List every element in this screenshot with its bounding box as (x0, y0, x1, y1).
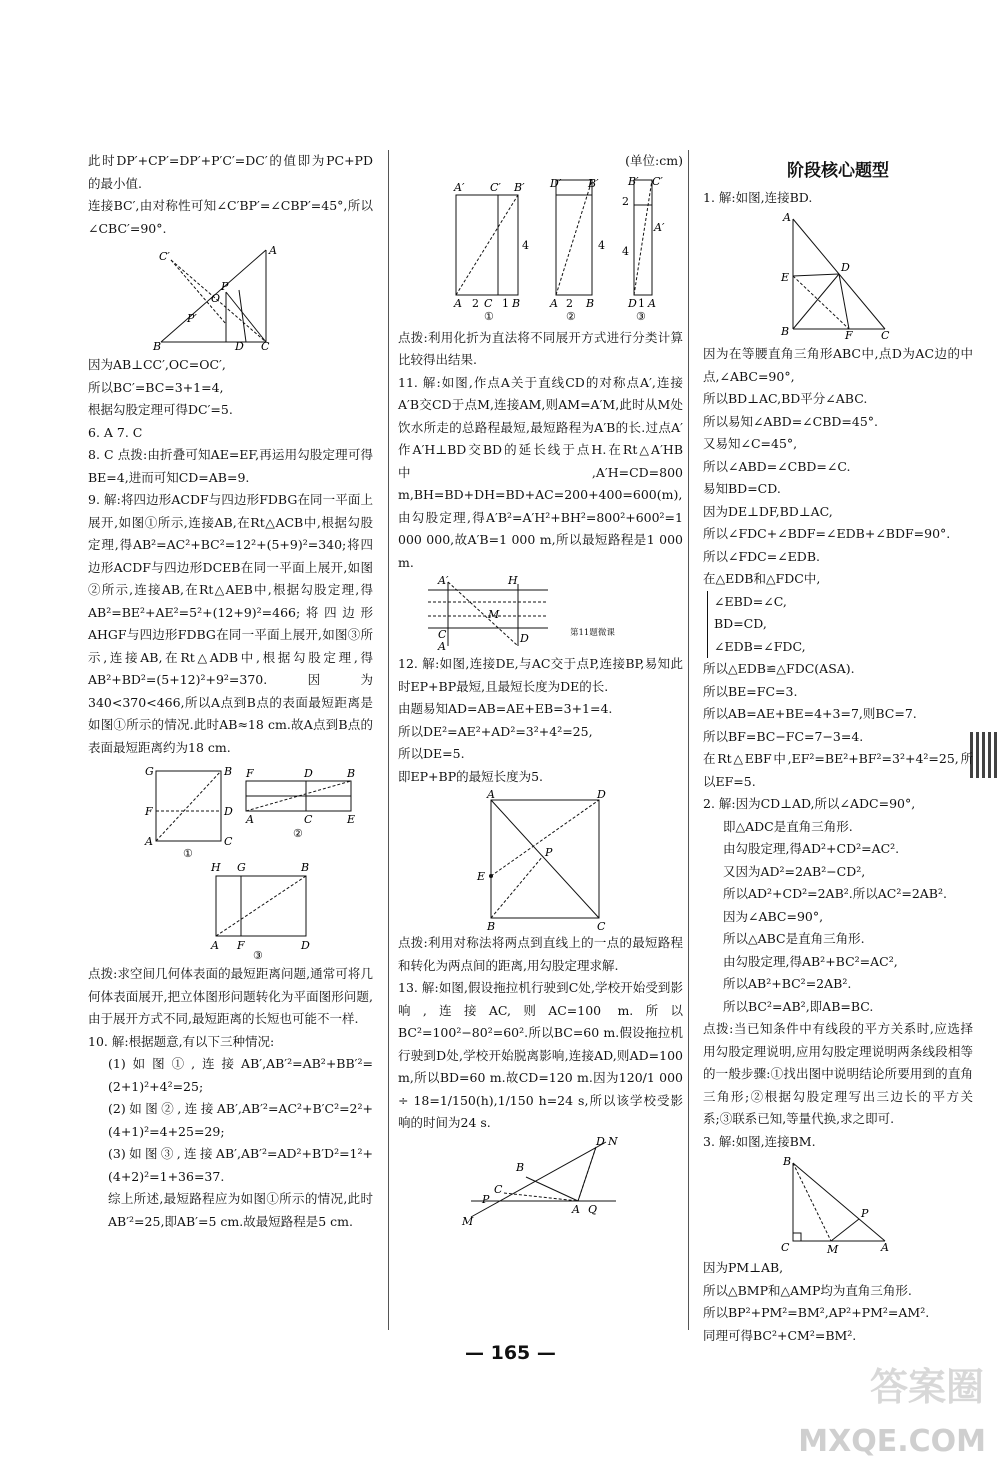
svg-text:C′: C′ (651, 174, 663, 188)
unit-label: (单位:cm) (625, 153, 683, 168)
svg-text:③: ③ (635, 309, 646, 323)
svg-text:A: A (647, 296, 656, 310)
svg-text:C: C (303, 813, 312, 826)
svg-text:A′: A′ (438, 576, 449, 587)
text-block: 同理可得BC²+CM²=BM². (703, 1327, 857, 1343)
text-block: 所以△EDB≌△FDC(ASA). (703, 661, 855, 676)
text-block: 因为AB⊥CC′,OC=OC′, (88, 357, 226, 372)
svg-text:D: D (627, 296, 637, 310)
text-block: 因为PM⊥AB, (703, 1260, 784, 1275)
svg-text:B: B (515, 1160, 524, 1174)
figure-unfold-9 (101, 761, 361, 961)
svg-text:A: A (881, 1241, 889, 1254)
svg-text:C: C (223, 835, 232, 848)
svg-text:C: C (260, 340, 269, 352)
text-block: 又因为AD²=2AB²−CD², (723, 863, 866, 879)
svg-text:A: A (453, 296, 462, 310)
svg-text:A: A (245, 813, 254, 826)
svg-text:P: P (481, 1192, 489, 1206)
column-divider-2 (688, 150, 689, 1330)
text-block: 由勾股定理,得AB²+BC²=AC², (723, 953, 898, 969)
text-block: 所以易知∠ABD=∠CBD=45°. (703, 413, 879, 429)
hint-12: 点拨:利用对称法将两点到直线上的一点的最短路程和转化为两点间的距离,用勾股定理求解. (398, 935, 683, 973)
qr-code[interactable] (970, 732, 1000, 778)
svg-text:A: A (268, 244, 277, 257)
figure-right-triangle (773, 1155, 893, 1255)
svg-text:O: O (210, 292, 220, 305)
svg-text:D: D (223, 805, 233, 818)
svg-text:H: H (210, 861, 221, 874)
svg-text:N: N (607, 1136, 618, 1148)
svg-text:A: A (783, 211, 791, 224)
core-3: 3. 解:如图,连接BM. (703, 1133, 816, 1149)
svg-text:D: D (595, 1136, 605, 1148)
svg-text:A: A (144, 835, 153, 848)
text-block: 所以AB²+BC²=2AB². (723, 976, 852, 991)
text-block: 因为∠ABC=90°, (723, 908, 824, 924)
svg-text:B: B (781, 325, 790, 338)
svg-text:C′: C′ (489, 180, 501, 194)
qr-caption: 第11题微课 (570, 628, 615, 638)
figure-box-unfold-10 (416, 175, 666, 325)
svg-text:M: M (827, 1243, 839, 1255)
svg-text:2: 2 (621, 194, 629, 208)
svg-text:A: A (438, 640, 446, 651)
svg-text:G: G (144, 765, 154, 778)
page-number: — 165 — (465, 1342, 556, 1364)
svg-text:C: C (493, 1182, 502, 1196)
hint-core-2: 点拨:当已知条件中有线段的平方关系时,应选择用勾股定理说明,应用勾股定理说明两条线段相等的一般步骤:①找出图中说明结论所要用到的直角三角形;②根据勾股定理写出三边长的平方关系;③联系已知,等量代换,求之即可. (703, 1021, 973, 1126)
answer-10: 10. 解:根据题意,有以下三种情况: (88, 1033, 275, 1049)
svg-text:A′: A′ (453, 180, 464, 194)
figure-tractor (456, 1137, 626, 1227)
svg-text:②: ② (565, 309, 576, 323)
svg-text:P: P (861, 1207, 869, 1220)
svg-text:2: 2 (471, 296, 479, 310)
svg-text:C: C (881, 329, 890, 341)
answer-12: 12. 解:如图,连接DE,与AC交于点P,连接BP,易知此时EP+BP最短,且最短长度为DE的长. (398, 656, 683, 694)
figure-reflection (151, 242, 311, 352)
svg-text:A: A (549, 296, 558, 310)
svg-text:A: A (571, 1202, 580, 1216)
text-block: 所以BC′=BC=3+1=4, (88, 379, 224, 395)
svg-text:③: ③ (252, 949, 263, 961)
svg-text:B′: B′ (627, 174, 639, 188)
text-block: 在△EDB和△FDC中, (703, 571, 821, 586)
svg-text:P: P (220, 280, 228, 293)
svg-text:D: D (234, 340, 244, 352)
svg-text:C: C (483, 296, 492, 310)
svg-text:C: C (438, 628, 447, 641)
text-block: 所以∠FDC=∠EDB. (703, 548, 820, 564)
svg-text:B: B (783, 1155, 792, 1168)
svg-text:B: B (511, 296, 520, 310)
text-block: 由题易知AD=AB=AE+EB=3+1=4. (398, 701, 613, 716)
svg-text:H: H (508, 576, 518, 587)
svg-text:D: D (300, 939, 310, 952)
svg-text:B′: B′ (587, 176, 599, 190)
svg-text:4: 4 (597, 238, 605, 252)
svg-text:F: F (144, 805, 153, 818)
svg-text:F: F (236, 939, 245, 952)
svg-text:B′: B′ (513, 180, 525, 194)
text-block: 所以BE=FC=3. (703, 683, 798, 699)
text-block: 所以AD²+CD²=2AB².所以AC²=2AB². (723, 886, 947, 901)
text-block: 所以BC²=AB²,即AB=BC. (723, 998, 874, 1014)
figure-isoceles (773, 211, 893, 341)
text-block: ∠EBD=∠C, (714, 593, 787, 609)
svg-text:G: G (236, 861, 246, 874)
text-block: 由勾股定理,得AD²+CD²=AC². (723, 841, 900, 856)
svg-text:2: 2 (565, 296, 573, 310)
watermark: MXQE.COM (798, 1424, 986, 1459)
svg-text:B: B (486, 920, 495, 930)
text-block: ∠EDB=∠FDC, (714, 638, 806, 654)
section-title: 阶段核心题型 (787, 161, 889, 181)
answer-10-case-3: (3)如图③,连接AB′,AB′²=AD²+B′D²=1²+(4+2)²=1+36=37. (108, 1146, 373, 1184)
svg-text:B: B (152, 340, 161, 352)
text-block: 又易知∠C=45°, (703, 436, 798, 451)
hint-10: 点拨:利用化折为直法将不同展开方式进行分类计算比较得出结果. (398, 329, 683, 367)
svg-text:D: D (841, 261, 850, 274)
answer-9: 9. 解:将四边形ACDF与四边形FDBG在同一平面上展开,如图①所示,连接AB,在Rt△ACB中,根据勾股定理,得AB²=AC²+BC²=12²+(5+9)²=340;将四边形ACDF与四边形DCEB在同一平面上展开,如图②所示,连接AB,在Rt△AEB中,根据勾股定理,得AB²=BE²+AE²=5²+(12+9)²=466;将四边形AHGF与四边形FDBG在同一平面上展开,如图③所示,连接AB,在Rt△ADB中,根据勾股定理,得AB²+BD²=(5+12)²+9²=370.因为340<370<466,所以A点到B点的表面最短距离是如图①所示的情况.此时AB≈18 cm.故A点到B点的表面最短距离约为18 cm. (88, 492, 373, 755)
text-block: 因为DE⊥DF,BD⊥AC, (703, 503, 833, 519)
svg-text:D′: D′ (549, 176, 561, 190)
hint-9: 点拨:求空间几何体表面的最短距离问题,通常可将几何体表面展开,把立体图形问题转化为平面图形问题,由于展开方式不同,最短距离的长短也可能不一样. (88, 966, 373, 1026)
column-1 (88, 150, 373, 1233)
svg-text:①: ① (182, 847, 193, 860)
text-block: 所以BF=BC−FC=7−3=4. (703, 728, 864, 744)
svg-text:M: M (488, 608, 500, 621)
svg-text:C: C (781, 1241, 790, 1254)
text-block: 即△ADC是直角三角形. (723, 818, 853, 834)
answer-8: 8. C 点拨:由折叠可知AE=EF,再运用勾股定理可得BE=4,进而可知CD=AB=9. (88, 447, 373, 485)
text-block: 此时DP′+CP′=DP′+P′C′=DC′的值即为PC+PD的最小值. (88, 153, 373, 191)
svg-text:D: D (520, 632, 529, 645)
text-block: 所以∠FDC+∠BDF=∠EDB+∠BDF=90°. (703, 526, 951, 541)
text-block: 所以∠ABD=∠CBD=∠C. (703, 458, 851, 474)
svg-text:E: E (781, 271, 790, 284)
svg-text:F: F (845, 329, 853, 341)
text-block: 所以BP²+PM²=BM²,AP²+PM²=AM². (703, 1305, 930, 1320)
svg-text:①: ① (483, 309, 494, 323)
text-block: 所以AB=AE+BE=4+3=7,则BC=7. (703, 706, 917, 721)
text-block: 所以△BMP和△AMP均为直角三角形. (703, 1282, 912, 1298)
svg-text:A: A (210, 939, 219, 952)
watermark-logo: 答案圈 (869, 1365, 984, 1409)
svg-text:②: ② (292, 827, 303, 840)
column-divider-1 (388, 150, 389, 1330)
answer-10-case-2: (2)如图②,连接AB′,AB′²=AC²+B′C²=2²+(4+1)²=4+25=29; (108, 1101, 373, 1139)
svg-text:B: B (585, 296, 594, 310)
svg-text:A: A (486, 790, 495, 801)
svg-text:B: B (346, 767, 355, 780)
core-2: 2. 解:因为CD⊥AD,所以∠ADC=90°, (703, 796, 916, 811)
answer-10-conclusion: 综上所述,最短路程应为如图①所示的情况,此时AB′²=25,即AB′=5 cm.故最短路程是5 cm. (108, 1191, 373, 1229)
svg-text:4: 4 (521, 238, 529, 252)
svg-text:C: C (596, 920, 605, 930)
svg-text:B: B (223, 765, 232, 778)
answer-10-case-1: (1)如图①,连接AB′,AB′²=AB²+BB′²=(2+1)²+4²=25; (108, 1056, 373, 1094)
svg-text:4: 4 (621, 244, 629, 258)
svg-text:1: 1 (637, 296, 645, 310)
congruence-brace (707, 591, 973, 659)
core-1: 1. 解:如图,连接BD. (703, 189, 813, 205)
svg-text:P: P (544, 846, 552, 859)
svg-text:B: B (300, 861, 309, 874)
text-block: 在Rt△EBF中,EF²=BE²+BF²=3²+4²=25,所以EF=5. (703, 751, 973, 789)
svg-text:E: E (346, 813, 355, 826)
text-block: BD=CD, (714, 616, 767, 631)
figure-river (408, 576, 658, 651)
answer-11: 11. 解:如图,作点A关于直线CD的对称点A′,连接A′B交CD于点M,连接AM,则AM=A′M,此时从M处饮水所走的总路程最短,最短路程为A′B的长.过点A′作A′H⊥BD交BD的延长线于点H.在Rt△A′HB中,A′H=CD=800 m,BH=BD+DH=BD+AC=200+400=600(m),由勾股定理,得A′B²=A′H²+BH²=800²+600²=1 000 000,故A′B=1 000 m,所以最短路程是1 000 m. (398, 374, 683, 570)
svg-text:P′: P′ (186, 312, 197, 325)
svg-text:1: 1 (501, 296, 509, 310)
svg-text:E: E (476, 870, 485, 883)
text-block: 所以DE=5. (398, 746, 465, 761)
text-block: 根据勾股定理可得DC′=5. (88, 402, 233, 417)
answer-13: 13. 解:如图,假设拖拉机行驶到C处,学校开始受到影响,连接AC,则AC=100 m.所以BC²=100²−80²=60².所以BC=60 m.假设拖拉机行驶到D处,学校开始脱离影响,连接AD,则AD=100 m,所以BD=60 m.故CD=120 m.因为120/1 000 ÷ 18=1/150(h),1/150 h=24 s,所以该学校受影响的时间为24 s. (398, 980, 683, 1130)
svg-text:F: F (245, 767, 254, 780)
text-block: 所以△ABC是直角三角形. (723, 931, 865, 946)
text-block: 因为在等腰直角三角形ABC中,点D为AC边的中点,∠ABC=90°, (703, 346, 973, 384)
column-2 (398, 150, 683, 1229)
column-3 (703, 150, 973, 1347)
answer-6-7: 6. A 7. C (88, 424, 143, 440)
text-block: 连接BC′,由对称性可知∠C′BP′=∠CBP′=45°,所以∠CBC′=90°. (88, 198, 373, 236)
svg-text:D: D (303, 767, 313, 780)
svg-text:Q: Q (587, 1202, 597, 1216)
svg-text:M: M (461, 1214, 473, 1227)
text-block: 所以DE²=AE²+AD²=3²+4²=25, (398, 723, 593, 739)
svg-text:D: D (596, 790, 606, 801)
text-block: 即EP+BP的最短长度为5. (398, 768, 544, 784)
text-block: 易知BD=CD. (703, 481, 781, 496)
text-block: 所以BD⊥AC,BD平分∠ABC. (703, 391, 868, 406)
svg-text:C′: C′ (158, 250, 170, 263)
svg-text:A′: A′ (653, 220, 664, 234)
figure-square-12 (471, 790, 611, 930)
